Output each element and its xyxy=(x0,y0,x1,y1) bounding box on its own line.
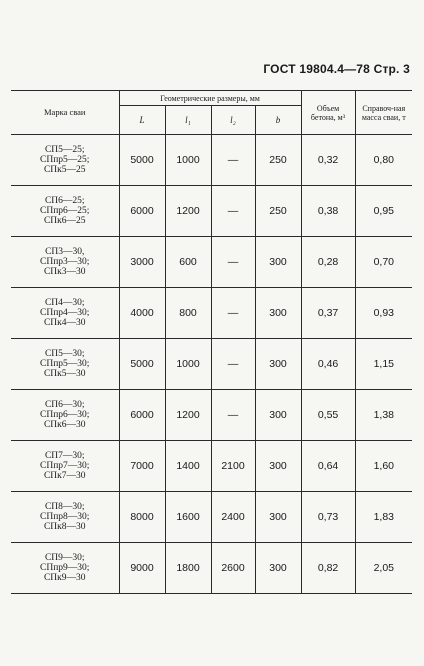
cell-mass: 0,95 xyxy=(355,186,412,237)
mark-line: СП5—30; xyxy=(44,349,85,359)
cell-mass: 1,38 xyxy=(355,390,412,441)
cell-l1: 1000 xyxy=(165,339,211,390)
mark-line: СП6—30; xyxy=(44,400,85,410)
mark-line: СП8—30; xyxy=(44,502,85,512)
mark-line: СПк8—30 xyxy=(43,522,86,532)
mark-line: СПпр5—25; xyxy=(40,155,90,165)
cell-l1: 1200 xyxy=(165,186,211,237)
cell-mass: 0,93 xyxy=(355,288,412,339)
cell-l1: 1000 xyxy=(165,135,211,186)
header-l1: l₁ xyxy=(165,106,211,135)
cell-mass: 1,15 xyxy=(355,339,412,390)
mark-line: СПпр8—30; xyxy=(40,512,90,522)
table-row xyxy=(11,543,412,594)
mark-line: СПпр6—30; xyxy=(40,410,90,420)
table-row xyxy=(11,237,412,288)
cell-mark xyxy=(11,492,119,543)
cell-l2: — xyxy=(211,288,255,339)
cell-mark xyxy=(11,339,119,390)
cell-L: 6000 xyxy=(119,186,165,237)
cell-L: 5000 xyxy=(119,135,165,186)
pile-spec-table xyxy=(11,90,412,594)
cell-L: 9000 xyxy=(119,543,165,594)
cell-volume: 0,28 xyxy=(301,237,355,288)
cell-mark xyxy=(11,135,119,186)
cell-l2: — xyxy=(211,237,255,288)
table-row xyxy=(11,441,412,492)
cell-b: 300 xyxy=(255,339,301,390)
mark-line: СПк9—30 xyxy=(43,573,86,583)
cell-l2: — xyxy=(211,186,255,237)
cell-volume: 0,73 xyxy=(301,492,355,543)
cell-l2: — xyxy=(211,390,255,441)
cell-L: 7000 xyxy=(119,441,165,492)
cell-b: 300 xyxy=(255,543,301,594)
table-row xyxy=(11,390,412,441)
cell-l2: 2100 xyxy=(211,441,255,492)
table-row xyxy=(11,135,412,186)
table-body xyxy=(11,135,412,594)
mark-line: СПк5—30 xyxy=(43,369,86,379)
cell-L: 3000 xyxy=(119,237,165,288)
cell-mark xyxy=(11,543,119,594)
header-b: b xyxy=(255,106,301,135)
cell-b: 300 xyxy=(255,390,301,441)
cell-mark xyxy=(11,441,119,492)
cell-b: 250 xyxy=(255,186,301,237)
mark-line: СПпр7—30; xyxy=(40,461,90,471)
cell-l2: 2400 xyxy=(211,492,255,543)
table-row xyxy=(11,288,412,339)
table-row xyxy=(11,339,412,390)
cell-l1: 1600 xyxy=(165,492,211,543)
mark-line: СПк3—30 xyxy=(43,267,86,277)
mark-line: СПпр4—30; xyxy=(40,308,90,318)
cell-l1: 1400 xyxy=(165,441,211,492)
header-volume: Объем бетона, м³ xyxy=(301,91,355,135)
cell-mass: 1,60 xyxy=(355,441,412,492)
mark-line: СП4—30; xyxy=(44,298,85,308)
page-header: ГОСТ 19804.4—78 Стр. 3 xyxy=(263,62,410,76)
mark-line: СПпр5—30; xyxy=(40,359,90,369)
cell-volume: 0,55 xyxy=(301,390,355,441)
header-mark: Марка сваи xyxy=(11,91,119,135)
mark-line: СПпр3—30; xyxy=(40,257,90,267)
cell-mark xyxy=(11,288,119,339)
cell-l2: 2600 xyxy=(211,543,255,594)
mark-line: СП6—25; xyxy=(44,196,85,206)
mark-line: СПк5—25 xyxy=(43,165,86,175)
cell-b: 300 xyxy=(255,237,301,288)
cell-volume: 0,46 xyxy=(301,339,355,390)
cell-L: 8000 xyxy=(119,492,165,543)
cell-mark xyxy=(11,186,119,237)
cell-mass: 0,80 xyxy=(355,135,412,186)
cell-l2: — xyxy=(211,339,255,390)
cell-l1: 1200 xyxy=(165,390,211,441)
mark-line: СП5—25; xyxy=(44,145,85,155)
cell-mass: 0,70 xyxy=(355,237,412,288)
header-L: L xyxy=(119,106,165,135)
cell-volume: 0,37 xyxy=(301,288,355,339)
cell-l2: — xyxy=(211,135,255,186)
cell-l1: 1800 xyxy=(165,543,211,594)
header-mass: Справоч-ная масса сваи, т xyxy=(355,91,412,135)
mark-line: СПк6—25 xyxy=(43,216,86,226)
header-geometry: Геометрические размеры, мм xyxy=(119,91,301,106)
cell-mass: 2,05 xyxy=(355,543,412,594)
table-row xyxy=(11,492,412,543)
mark-line: СПк7—30 xyxy=(43,471,86,481)
cell-l1: 600 xyxy=(165,237,211,288)
mark-line: СПк6—30 xyxy=(43,420,86,430)
mark-line: СПк4—30 xyxy=(43,318,86,328)
cell-b: 250 xyxy=(255,135,301,186)
mark-line: СПпр6—25; xyxy=(40,206,90,216)
mark-line: СП7—30; xyxy=(44,451,85,461)
cell-L: 6000 xyxy=(119,390,165,441)
mark-line: СПпр9—30; xyxy=(40,563,90,573)
mark-line: СП3—30, xyxy=(45,247,85,257)
mark-line: СП9—30; xyxy=(44,553,85,563)
cell-mark xyxy=(11,390,119,441)
cell-volume: 0,32 xyxy=(301,135,355,186)
cell-l1: 800 xyxy=(165,288,211,339)
cell-L: 4000 xyxy=(119,288,165,339)
cell-b: 300 xyxy=(255,288,301,339)
cell-volume: 0,38 xyxy=(301,186,355,237)
cell-b: 300 xyxy=(255,492,301,543)
header-l2: l₂ xyxy=(211,106,255,135)
cell-volume: 0,64 xyxy=(301,441,355,492)
cell-mass: 1,83 xyxy=(355,492,412,543)
cell-mark xyxy=(11,237,119,288)
cell-volume: 0,82 xyxy=(301,543,355,594)
cell-L: 5000 xyxy=(119,339,165,390)
table-row xyxy=(11,186,412,237)
cell-b: 300 xyxy=(255,441,301,492)
